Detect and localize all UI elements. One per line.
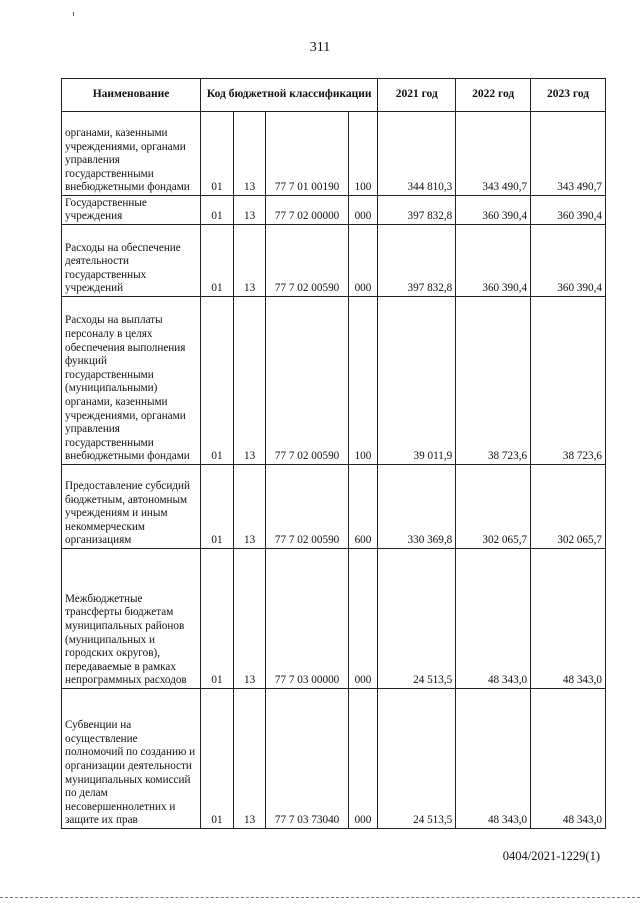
row-section: 01 xyxy=(201,225,234,297)
row-subsection: 13 xyxy=(233,112,266,196)
row-name: Расходы на выплаты персоналу в целях обеспечения выполнения функций государственными (муниципальными) органами, казенными учреждениями, органами управления государственными внебюджетными фондами xyxy=(62,297,201,465)
table-row xyxy=(62,297,606,465)
row-section: 01 xyxy=(201,465,234,549)
scan-mark xyxy=(73,12,74,16)
row-expense-type: 600 xyxy=(348,465,378,549)
row-subsection: 13 xyxy=(233,225,266,297)
row-subsection: 13 xyxy=(233,549,266,689)
row-name: Межбюджетные трансферты бюджетам муниципальных районов (муниципальных и городских округов), передаваемые в рамках непрограммных расходов xyxy=(62,549,201,689)
row-target-article: 77 7 02 00590 xyxy=(266,297,348,465)
row-value-2022: 48 343,0 xyxy=(456,689,531,829)
row-value-2022: 360 390,4 xyxy=(456,196,531,225)
row-value-2021: 39 011,9 xyxy=(378,297,456,465)
document-code: 0404/2021-1229(1) xyxy=(502,849,600,863)
row-value-2023: 38 723,6 xyxy=(531,297,606,465)
table-row xyxy=(62,465,606,549)
row-value-2021: 330 369,8 xyxy=(378,465,456,549)
row-subsection: 13 xyxy=(233,297,266,465)
row-value-2021: 397 832,8 xyxy=(378,225,456,297)
row-name: Государственные учреждения xyxy=(62,196,201,225)
row-value-2023: 302 065,7 xyxy=(531,465,606,549)
table-row xyxy=(62,689,606,829)
row-value-2022: 343 490,7 xyxy=(456,112,531,196)
row-section: 01 xyxy=(201,549,234,689)
row-value-2022: 48 343,0 xyxy=(456,549,531,689)
row-expense-type: 000 xyxy=(348,689,378,829)
header-2022: 2022 год xyxy=(456,79,531,112)
row-value-2021: 397 832,8 xyxy=(378,196,456,225)
table-row xyxy=(62,196,606,225)
header-2023: 2023 год xyxy=(531,79,606,112)
row-expense-type: 000 xyxy=(348,225,378,297)
row-target-article: 77 7 03 00000 xyxy=(266,549,348,689)
bottom-divider xyxy=(0,897,640,898)
row-value-2022: 38 723,6 xyxy=(456,297,531,465)
row-expense-type: 000 xyxy=(348,549,378,689)
table-row xyxy=(62,549,606,689)
row-target-article: 77 7 02 00590 xyxy=(266,225,348,297)
row-subsection: 13 xyxy=(233,689,266,829)
table-row xyxy=(62,112,606,196)
row-name: Субвенции на осуществление полномочий по созданию и организации деятельности муниципальных комиссий по делам несовершеннолетних и защите их прав xyxy=(62,689,201,829)
row-value-2021: 344 810,3 xyxy=(378,112,456,196)
row-section: 01 xyxy=(201,112,234,196)
row-value-2021: 24 513,5 xyxy=(378,689,456,829)
row-value-2023: 48 343,0 xyxy=(531,549,606,689)
row-name: органами, казенными учреждениями, органами управления государственными внебюджетными фондами xyxy=(62,112,201,196)
header-2021: 2021 год xyxy=(378,79,456,112)
row-target-article: 77 7 03 73040 xyxy=(266,689,348,829)
table-header-row xyxy=(62,79,606,112)
header-name: Наименование xyxy=(62,79,201,112)
row-expense-type: 100 xyxy=(348,297,378,465)
row-subsection: 13 xyxy=(233,196,266,225)
row-target-article: 77 7 02 00000 xyxy=(266,196,348,225)
row-value-2023: 48 343,0 xyxy=(531,689,606,829)
row-expense-type: 000 xyxy=(348,196,378,225)
table-row xyxy=(62,225,606,297)
row-value-2023: 360 390,4 xyxy=(531,196,606,225)
row-value-2023: 360 390,4 xyxy=(531,225,606,297)
row-section: 01 xyxy=(201,689,234,829)
header-code: Код бюджетной классификации xyxy=(201,79,378,112)
row-expense-type: 100 xyxy=(348,112,378,196)
row-name: Предоставление субсидий бюджетным, автономным учреждениям и иным некоммерческим организациям xyxy=(62,465,201,549)
row-value-2021: 24 513,5 xyxy=(378,549,456,689)
row-value-2022: 302 065,7 xyxy=(456,465,531,549)
row-target-article: 77 7 02 00590 xyxy=(266,465,348,549)
page-number: 311 xyxy=(309,40,331,55)
row-section: 01 xyxy=(201,297,234,465)
row-section: 01 xyxy=(201,196,234,225)
row-name: Расходы на обеспечение деятельности государственных учреждений xyxy=(62,225,201,297)
row-value-2022: 360 390,4 xyxy=(456,225,531,297)
budget-table xyxy=(61,78,606,829)
row-subsection: 13 xyxy=(233,465,266,549)
row-target-article: 77 7 01 00190 xyxy=(266,112,348,196)
row-value-2023: 343 490,7 xyxy=(531,112,606,196)
